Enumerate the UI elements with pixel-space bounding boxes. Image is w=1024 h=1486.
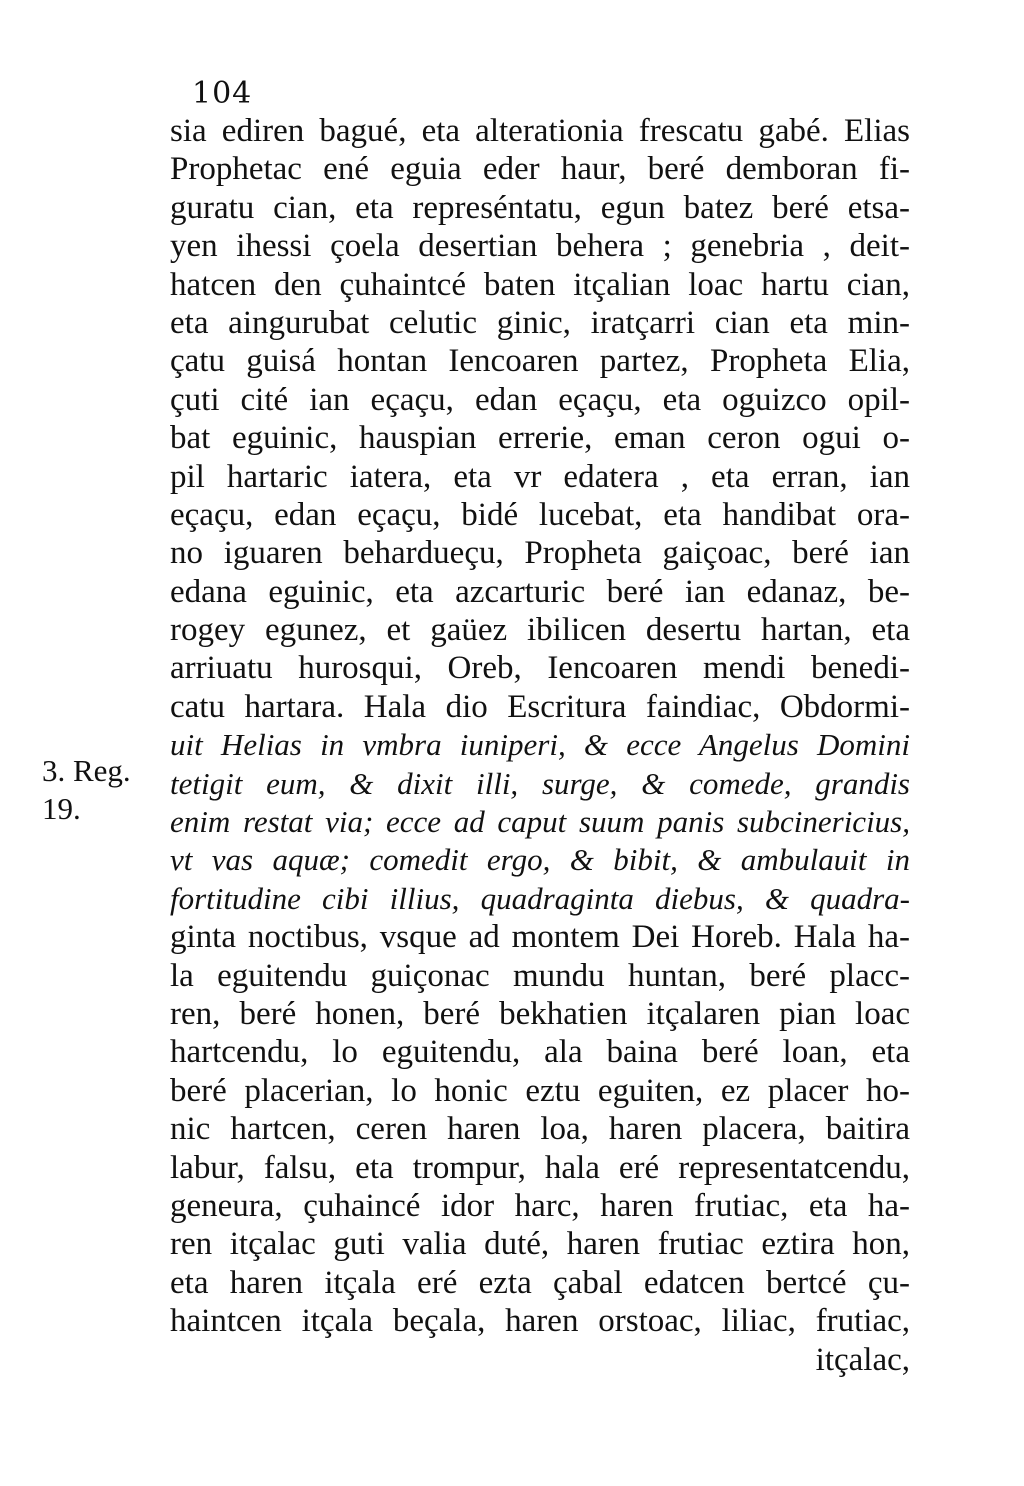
text-line: çuti cité ian eçaçu, edan eçaçu, eta oguizco opil-: [170, 381, 910, 418]
text-line: bat eguinic, hauspian errerie, eman ceron ogui o-: [170, 420, 910, 457]
text-line: Prophetac ené eguia eder haur, beré demboran fi-: [170, 151, 910, 188]
text-line: vt vas aquæ; comedit ergo, & bibit, & ambulauit in: [170, 842, 910, 878]
text-line: ren itçalac guti valia duté, haren frutiac eztira hon,: [170, 1226, 910, 1263]
text-line: labur, falsu, eta trompur, hala eré representatcendu,: [170, 1149, 910, 1186]
text-line: nic hartcen, ceren haren loa, haren placera, baitira: [170, 1111, 910, 1148]
text-line: enim restat via; ecce ad caput suum panis subcinericius,: [170, 804, 910, 840]
text-line: catu hartara. Hala dio Escritura faindiac, Obdormi-: [170, 688, 910, 725]
text-line: hatcen den çuhaintcé baten itçalian loac hartu cian,: [170, 266, 910, 303]
text-line: hartcendu, lo eguitendu, ala baina beré loan, eta: [170, 1034, 910, 1071]
text-line: tetigit eum, & dixit illi, surge, & comede, grandis: [170, 765, 910, 801]
text-line: ginta noctibus, vsque ad montem Dei Horeb. Hala ha-: [170, 919, 910, 956]
text-line: pil hartaric iatera, eta vr edatera , eta erran, ian: [170, 458, 910, 495]
text-line: yen ihessi çoela desertian behera ; genebria , deit-: [170, 228, 910, 265]
text-line: sia ediren bagué, eta alterationia frescatu gabé. Elias: [170, 113, 910, 149]
text-line: beré placerian, lo honic eztu eguiten, ez placer ho-: [170, 1072, 910, 1109]
text-line: geneura, çuhaincé idor harc, haren frutiac, eta ha-: [170, 1187, 910, 1224]
body-text: [170, 112, 910, 1379]
text-line: edana eguinic, eta azcarturic beré ian edanaz, be-: [170, 573, 910, 610]
margin-citation-line: 19.: [42, 791, 81, 827]
text-line: eçaçu, edan eçaçu, bidé lucebat, eta handibat ora-: [170, 496, 910, 533]
text-line: la eguitendu guiçonac mundu huntan, beré placc-: [170, 957, 910, 994]
margin-citation-line: 3. Reg.: [42, 753, 131, 788]
text-line: itçalac,: [815, 1341, 910, 1378]
text-line: guratu cian, eta represéntatu, egun batez beré etsa-: [170, 189, 910, 226]
text-line: uit Helias in vmbra iuniperi, & ecce Angelus Domini: [170, 727, 910, 763]
text-line: rogey egunez, et gaüez ibilicen desertu hartan, eta: [170, 612, 910, 649]
text-line: ren, beré honen, beré bekhatien itçalaren pian loac: [170, 995, 910, 1032]
text-line: haintcen itçala beçala, haren orstoac, liliac, frutiac,: [170, 1303, 910, 1340]
text-line: eta haren itçala eré ezta çabal edatcen bertcé çu-: [170, 1264, 910, 1301]
text-line: fortitudine cibi illius, quadraginta diebus, & quadra-: [170, 880, 910, 916]
text-line: arriuatu hurosqui, Oreb, Iencoaren mendi benedi-: [170, 650, 910, 687]
page-number: 104: [192, 76, 253, 111]
text-line: no iguaren behardueçu, Propheta gaiçoac, beré ian: [170, 535, 910, 572]
margin-citation: [42, 752, 131, 829]
text-line: eta aingurubat celutic ginic, iratçarri cian eta min-: [170, 304, 910, 341]
text-line: çatu guisá hontan Iencoaren partez, Propheta Elia,: [170, 343, 910, 380]
